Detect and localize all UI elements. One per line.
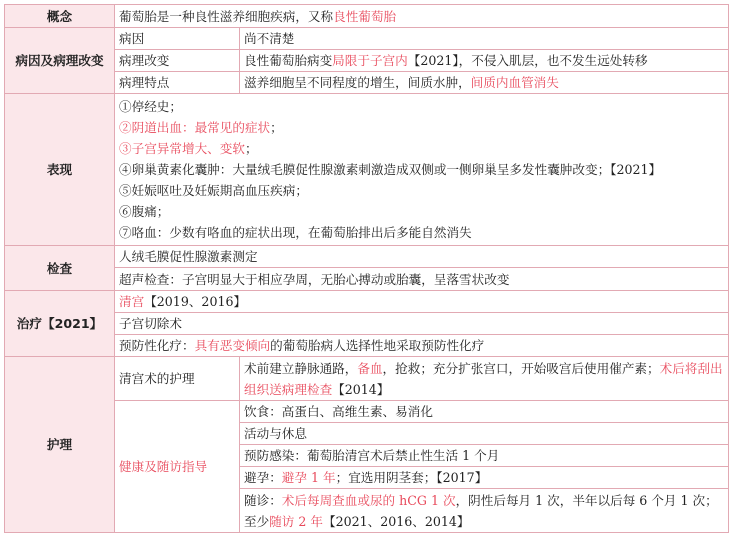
cause-val-3 — [240, 72, 729, 94]
visit-highlight: 术后每周查血或尿的 hCG 1 次 — [281, 492, 456, 508]
row-symptoms — [5, 94, 729, 246]
treatment-item-1 — [115, 291, 729, 313]
symptom-item — [119, 138, 724, 159]
concept-text — [115, 5, 729, 28]
row-treatment-1 — [5, 291, 729, 313]
curettage-highlight: 术后将刮出组织送病理检查 — [244, 360, 723, 397]
symptom-highlight: 阴道出血：最常见的症状 — [131, 120, 271, 135]
contra-highlight: 避孕 1 年 — [281, 470, 336, 485]
treatment-highlight: 清宫 — [119, 294, 145, 309]
visit-year: 【2021、2016、2014】 — [323, 513, 470, 529]
cause-val-3a: 滋养细胞呈不同程度的增生，间质水肿， — [244, 75, 471, 90]
symptom-item: ⑥腹痛； — [119, 204, 170, 219]
curettage-t1: 术前建立静脉通路， — [244, 360, 358, 376]
nursing-sub-curettage: 清宫术的护理 — [115, 357, 240, 401]
label-nursing: 护理 — [5, 357, 115, 533]
nursing-sub-followup: 健康及随访指导 — [115, 401, 240, 533]
symptom-item: ①停经史； — [119, 99, 182, 114]
symptom-item — [119, 117, 724, 138]
row-exam-1 — [5, 246, 729, 268]
symptom-item: ④卵巢黄素化囊肿：大量绒毛膜促性腺激素刺激造成双侧或一侧卵巢呈多发性囊肿改变；【2021】 — [119, 162, 662, 177]
row-nursing-curettage — [5, 357, 729, 401]
row-concept — [5, 5, 729, 28]
cause-val-2a: 良性葡萄胎病变 — [244, 53, 333, 68]
symptom-item: ⑦咯血：少数有咯血的症状出现，在葡萄胎排出后多能自然消失 — [119, 225, 472, 240]
nursing-curettage-text — [240, 357, 729, 401]
cause-val-2-highlight: 局限于子宫内 — [332, 53, 408, 68]
symptom-punct: ； — [244, 141, 258, 156]
contra-c: ；宜选用阴茎套；【2017】 — [335, 470, 488, 485]
treatment-item-3 — [115, 335, 729, 357]
visit-c: ，阴性后每月 1 次，半年以后每 6 个月 1 次；至少 — [244, 492, 718, 529]
contra-a: 避孕： — [244, 470, 282, 485]
treatment-year: 【2019、2016】 — [144, 294, 247, 309]
symptom-item: ⑤妊娠呕吐及妊娠期高血压疾病； — [119, 183, 308, 198]
cause-val-3-highlight: 间质内血管消失 — [470, 75, 559, 90]
symptoms-list — [115, 94, 729, 246]
treatment-3c: 的葡萄胎病人选择性地采取预防性化疗 — [270, 338, 485, 353]
exam-item-1: 人绒毛膜促性腺激素测定 — [115, 246, 729, 268]
label-symptoms: 表现 — [5, 94, 115, 246]
label-exam: 检查 — [5, 246, 115, 291]
visit-a: 随诊： — [244, 492, 282, 508]
label-concept: 概念 — [5, 5, 115, 28]
concept-highlight: 良性葡萄胎 — [333, 8, 397, 24]
symptom-num: ② — [119, 120, 132, 135]
concept-text-main: 葡萄胎是一种良性滋养细胞疾病，又称 — [119, 8, 334, 24]
followup-activity: 活动与休息 — [240, 423, 729, 445]
treatment-highlight: 具有恶变倾向 — [194, 338, 271, 353]
cause-sub-3: 病理特点 — [115, 72, 240, 94]
symptom-num: ③ — [119, 141, 132, 156]
followup-infection: 预防感染：葡萄胎清宫术后禁止性生活 1 个月 — [240, 445, 729, 467]
treatment-item-2: 子宫切除术 — [115, 313, 729, 335]
label-treatment: 治疗【2021】 — [5, 291, 115, 357]
row-cause-1 — [5, 28, 729, 50]
symptom-highlight: 子宫异常增大、变软 — [131, 141, 245, 156]
followup-diet: 饮食：高蛋白、高维生素、易消化 — [240, 401, 729, 423]
cause-sub-2: 病理改变 — [115, 50, 240, 72]
nursing-summary-table — [4, 4, 729, 533]
curettage-t3: ，抢救；充分扩张宫口，开始吸宫后使用催产素； — [382, 360, 660, 376]
curettage-year: 【2014】 — [332, 381, 390, 397]
cause-val-2 — [240, 50, 729, 72]
symptom-punct: ； — [270, 120, 283, 135]
cause-val-2c: 【2021】，不侵入肌层，也不发生远处转移 — [407, 53, 648, 68]
cause-val-1: 尚不清楚 — [240, 28, 729, 50]
label-cause: 病因及病理改变 — [5, 28, 115, 94]
visit-highlight: 随访 2 年 — [269, 513, 323, 529]
exam-item-2: 超声检查：子宫明显大于相应孕周，无胎心搏动或胎囊，呈落雪状改变 — [115, 268, 729, 291]
followup-contraception — [240, 467, 729, 489]
followup-visit — [240, 489, 729, 533]
curettage-highlight: 备血 — [357, 360, 383, 376]
treatment-3a: 预防性化疗： — [119, 338, 195, 353]
cause-sub-1: 病因 — [115, 28, 240, 50]
